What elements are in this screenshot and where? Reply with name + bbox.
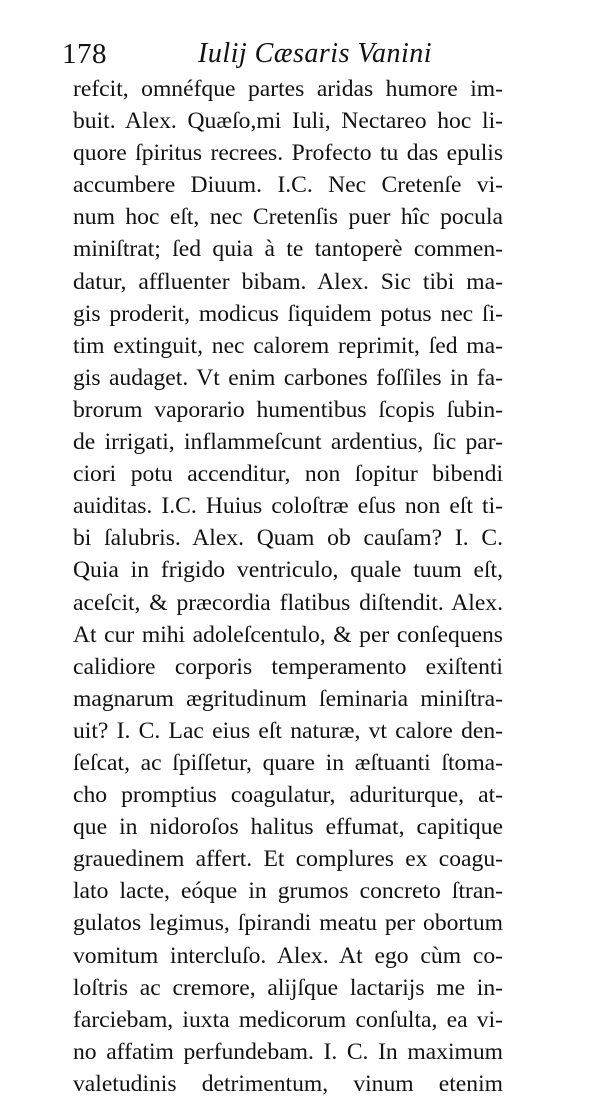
text-line: cho promptius coagulatur, aduriturque, at- (73, 782, 503, 809)
text-line: accumbere Diuum. I.C. Nec Cretenſe vi- (73, 172, 503, 199)
page-header (62, 36, 502, 76)
text-line: de irrigati, inflammeſcunt ardentius, ſic par- (73, 429, 503, 456)
text-line: refcit, omnéfque partes aridas humore im- (73, 76, 503, 102)
running-head: Iulij Cæsaris Vanini (198, 38, 433, 69)
text-line: quore ſpiritus recrees. Profecto tu das epulis (73, 140, 503, 167)
text-line: farciebam, iuxta medicorum conſulta, ea vi- (73, 1006, 503, 1033)
text-line: grauedinem affert. Et complures ex coagu- (73, 846, 503, 873)
text-line: miniſtrat; ſed quia à te tantoperè commen- (73, 236, 503, 263)
text-line: lato lacte, eóque in grumos concreto ſtran- (73, 878, 503, 905)
text-line: vomitum intercluſo. Alex. At ego cùm co- (73, 942, 503, 969)
text-line: tim extinguit, nec calorem reprimit, ſed ma- (73, 332, 503, 359)
text-line: num hoc eſt, nec Cretenſis puer hîc pocula (73, 204, 503, 231)
text-line: ſeſcat, ac ſpiſſetur, quare in æſtuanti ſtoma- (73, 749, 503, 776)
text-line: que in nidoroſos halitus effumat, capitique (73, 814, 503, 841)
text-line: magnarum ægritudinum ſeminaria miniſtra- (73, 685, 503, 712)
text-line: bi ſalubris. Alex. Quam ob cauſam? I. C. (73, 525, 503, 552)
text-line: valetudinis detrimentum, vinum etenim (73, 1070, 503, 1097)
text-line: uit? I. C. Lac eius eſt naturæ, vt calore den- (73, 717, 503, 744)
text-line: datur, affluenter bibam. Alex. Sic tibi ma- (73, 268, 503, 295)
text-line: auiditas. I.C. Huius coloſtræ eſus non eſt ti- (73, 493, 503, 520)
page-number: 178 (62, 38, 107, 70)
text-line: calidiore corporis temperamento exiſtenti (73, 653, 503, 680)
text-line: ciori potu accenditur, non ſopitur bibendi (73, 461, 503, 488)
text-line: At cur mihi adoleſcentulo, & per conſequens (73, 621, 503, 648)
text-line: Quia in frigido ventriculo, quale tuum eſt, (73, 557, 503, 584)
body-text (73, 73, 503, 1100)
text-line: loſtris ac cremore, alijſque lactarijs me in- (73, 974, 503, 1001)
text-line: no affatim perfundebam. I. C. In maximum (73, 1038, 503, 1065)
text-line: aceſcit, & præcordia flatibus diſtendit. Alex. (73, 589, 503, 616)
text-line: brorum vaporario humentibus ſcopis ſubin- (73, 396, 503, 423)
text-line: gulatos legimus, ſpirandi meatu per obortum (73, 910, 503, 937)
text-line: gis proderit, modicus ſiquidem potus nec ſi- (73, 300, 503, 327)
text-line: buit. Alex. Quæſo,mi Iuli, Nectareo hoc li- (73, 108, 503, 135)
text-line: gis audaget. Vt enim carbones foſſiles in fa- (73, 364, 503, 391)
